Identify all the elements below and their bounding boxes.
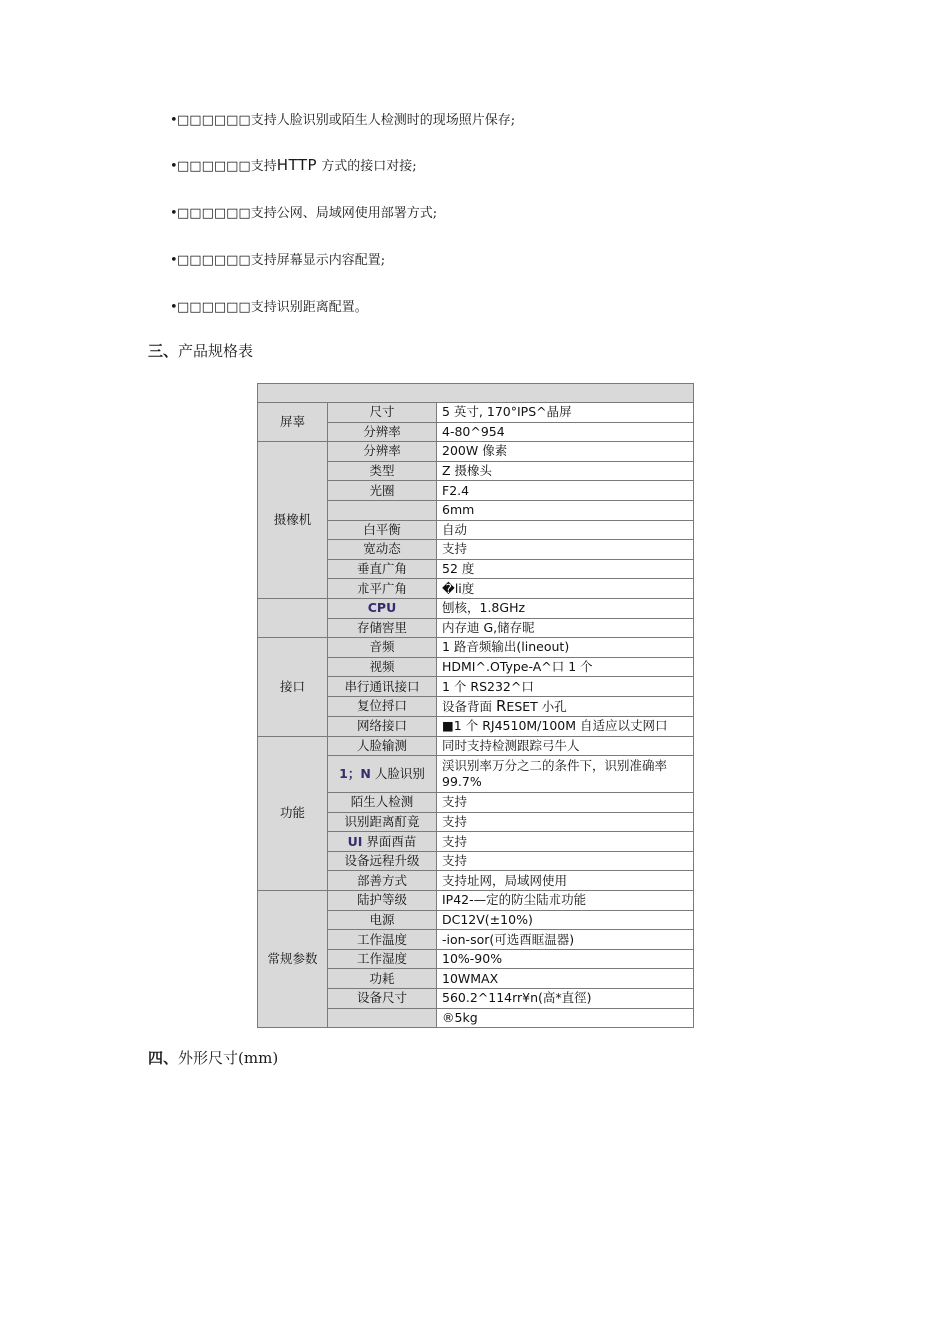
table-row: 功耗 10WMAX (258, 969, 694, 989)
table-row: 工作温度 -ion-sor(可选酉眶温器) (258, 930, 694, 950)
group-general: 常规参数 (258, 891, 328, 1028)
table-row: 垂直广角 52 度 (258, 559, 694, 579)
table-row: 识别距离酊竟 支持 (258, 812, 694, 832)
feature-bullet-photo-save: •□□□□□□支持人脸识别或陌生人检测时的现场照片保存; (170, 113, 516, 128)
table-row: 屏辜 尺寸 5 英寸, 170°IPS^晶屏 (258, 403, 694, 423)
table-row: 部善方式 支持址网，局域网使用 (258, 871, 694, 891)
feature-bullet-deploy: •□□□□□□支持公网、局域网使用部署方式; (170, 206, 438, 221)
table-row: 分辨率 4-80^954 (258, 422, 694, 442)
table-row: 串行通讯接口 1 个 RS232^口 (258, 677, 694, 697)
group-system (258, 598, 328, 637)
table-row: 存储窖里 内存迪 G,储存昵 (258, 618, 694, 638)
section-title-dimensions: 四、外形尺寸(mm) (148, 1049, 279, 1067)
table-row: 接口 音频 1 路音频输出(lineout) (258, 638, 694, 658)
group-screen: 屏辜 (258, 403, 328, 442)
table-row: 复位捋口 设备背面 RESET 小孔 (258, 696, 694, 716)
table-row: 摄橡机 分辨率 200W 像素 (258, 442, 694, 462)
placeholder-boxes: □□□□□□ (177, 113, 251, 128)
placeholder-boxes: □□□□□□ (177, 159, 251, 174)
table-row: 白平衡 自动 (258, 520, 694, 540)
table-row: ®5kg (258, 1008, 694, 1028)
table-row: UI 界面酉苗 支持 (258, 832, 694, 852)
table-row: 类型 Z 摄橡头 (258, 461, 694, 481)
table-header-row (258, 384, 694, 403)
table-row: 光圈 F2.4 (258, 481, 694, 501)
table-row: 宽动态 支持 (258, 540, 694, 560)
placeholder-boxes: □□□□□□ (177, 206, 251, 221)
group-camera: 摄橡机 (258, 442, 328, 599)
feature-bullet-http: •□□□□□□支持HTTP 方式的接口对接; (170, 156, 417, 174)
section-title-spec: 三、产品规格表 (148, 342, 254, 360)
table-row: 网络接口 ■1 个 RJ4510M/100M 自适应以丈网口 (258, 716, 694, 736)
table-row: 设备远程升级 支持 (258, 851, 694, 871)
group-interface: 接口 (258, 638, 328, 736)
table-row: 陌生人检测 支持 (258, 793, 694, 813)
table-row: 电源 DC12V(±10%) (258, 910, 694, 930)
table-row: 工作湿度 10%-90% (258, 949, 694, 969)
table-row: 设备尺寸 560.2^114rr¥n(高*直徑) (258, 989, 694, 1009)
placeholder-boxes: □□□□□□ (177, 253, 251, 268)
table-row: CPU 刨核，1.8GHz (258, 598, 694, 618)
http-label: HTTP (276, 156, 318, 174)
feature-bullet-distance-config: •□□□□□□支持识别距离配置。 (170, 300, 368, 315)
spec-table (257, 383, 694, 1028)
table-row: 朮平广角 �li度 (258, 579, 694, 599)
table-row: 6mm (258, 500, 694, 520)
table-row: 视频 HDMI^.OType-A^口 1 个 (258, 657, 694, 677)
feature-bullet-screen-config: •□□□□□□支持屏幕显示内容配置; (170, 253, 386, 268)
group-function: 功能 (258, 736, 328, 891)
table-row: 功能 人脸输测 同时支持检测跟踪弓牛人 (258, 736, 694, 756)
table-row: 1；N 人脸识别 渓识别率万分之二的条件下，识别准确率 99.7% (258, 756, 694, 793)
table-row: 常规参数 陆护等级 IP42-—定的防尘陆朮功能 (258, 891, 694, 911)
placeholder-boxes: □□□□□□ (177, 300, 251, 315)
